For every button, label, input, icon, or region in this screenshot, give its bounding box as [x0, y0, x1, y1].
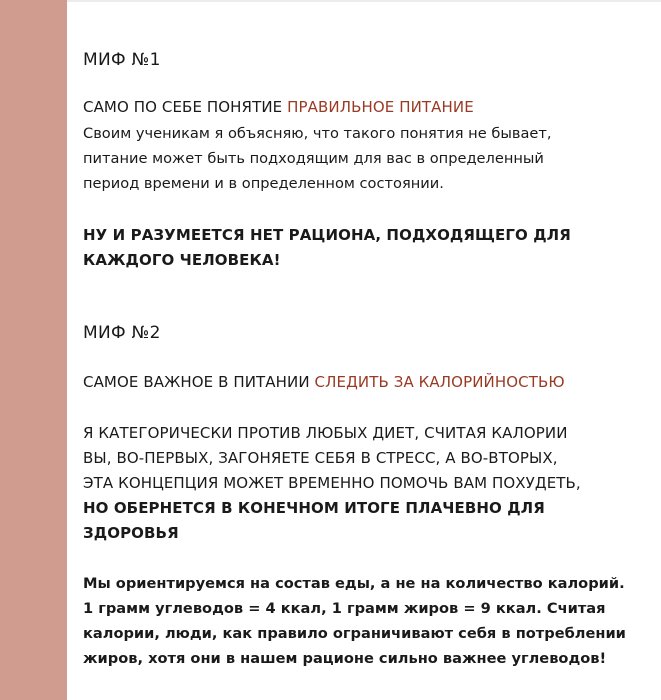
myth2-paragraph-line-4: НО ОБЕРНЕТСЯ В КОНЕЧНОМ ИТОГЕ ПЛАЧЕВНО ДЛЯ	[83, 499, 545, 517]
decorative-sidebar	[0, 0, 67, 700]
myth1-body-line-1: Своим ученикам я объясняю, что такого понятия не бывает,	[83, 125, 552, 142]
myth2-lead-text: САМОЕ ВАЖНОЕ В ПИТАНИИ	[83, 373, 315, 391]
myth2-body-line-4: жиров, хотя они в нашем рационе сильно важнее углеводов!	[83, 650, 607, 667]
myth2-body-line-2: 1 грамм углеводов = 4 ккал, 1 грамм жиров = 9 ккал. Считая	[83, 600, 606, 617]
myth1-lead	[83, 97, 474, 117]
myth2-title: МИФ №2	[83, 323, 161, 343]
myth1-conclusion-line-1: НУ И РАЗУМЕЕТСЯ НЕТ РАЦИОНА, ПОДХОДЯЩЕГО ДЛЯ	[83, 226, 571, 244]
myth2-paragraph-line-1: Я КАТЕГОРИЧЕСКИ ПРОТИВ ЛЮБЫХ ДИЕТ, СЧИТАЯ КАЛОРИИ	[83, 424, 568, 442]
myth2-paragraph-line-2: ВЫ, ВО-ПЕРВЫХ, ЗАГОНЯЕТЕ СЕБЯ В СТРЕСС, А ВО-ВТОРЫХ,	[83, 449, 558, 467]
myth1-title: МИФ №1	[83, 50, 161, 70]
myth2-paragraph-line-3: ЭТА КОНЦЕПЦИЯ МОЖЕТ ВРЕМЕННО ПОМОЧЬ ВАМ ПОХУДЕТЬ,	[83, 474, 581, 492]
myth1-highlight: ПРАВИЛЬНОЕ ПИТАНИЕ	[287, 98, 474, 116]
myth2-highlight: СЛЕДИТЬ ЗА КАЛОРИЙНОСТЬЮ	[314, 373, 565, 391]
myth2-body-line-3: калории, люди, как правило ограничивают себя в потреблении	[83, 625, 626, 642]
myth2-paragraph-line-5: ЗДОРОВЬЯ	[83, 524, 179, 542]
myth1-conclusion-line-2: КАЖДОГО ЧЕЛОВЕКА!	[83, 251, 281, 269]
myth1-body-line-3: период времени и в определенном состоянии.	[83, 175, 444, 192]
myth2-lead	[83, 372, 565, 392]
myth1-lead-text: САМО ПО СЕБЕ ПОНЯТИЕ	[83, 98, 288, 116]
myth2-body-line-1: Мы ориентируемся на состав еды, а не на количество калорий.	[83, 575, 625, 592]
myth1-body-line-2: питание может быть подходящим для вас в определенный	[83, 150, 544, 167]
top-divider	[67, 0, 661, 2]
